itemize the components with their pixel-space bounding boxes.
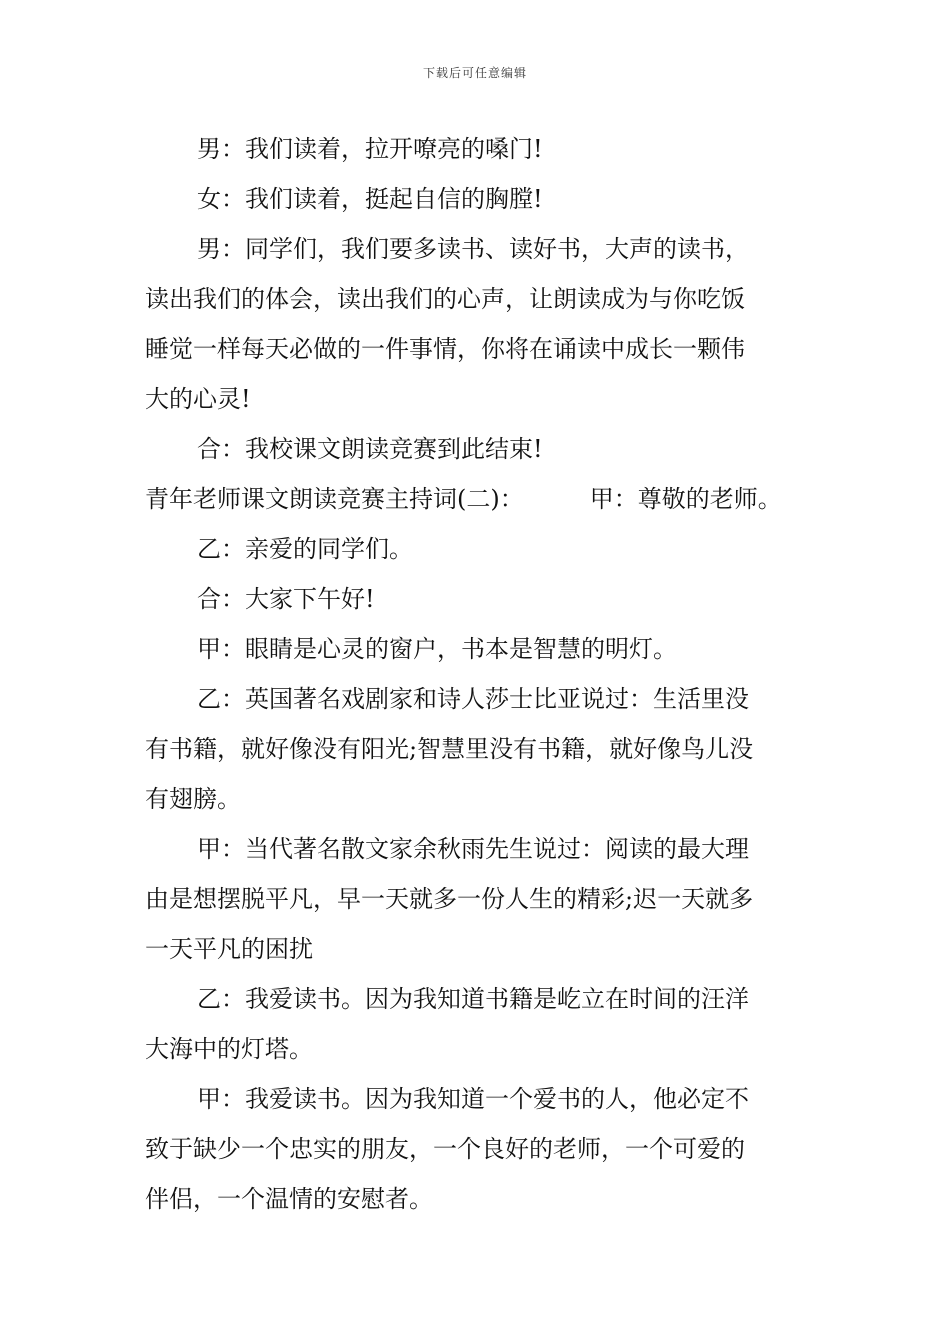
paragraph-line: 合：大家下午好! <box>197 585 375 613</box>
paragraph-line: 男：同学们，我们要多读书、读好书，大声的读书， <box>197 235 749 263</box>
paragraph-line: 合：我校课文朗读竞赛到此结束! <box>197 435 543 463</box>
page-header: 下载后可任意编辑 <box>422 66 527 80</box>
document-body <box>145 124 810 1224</box>
paragraph-line: 读出我们的体会，读出我们的心声，让朗读成为与你吃饭 <box>145 285 745 313</box>
paragraph-line: 伴侣，一个温情的安慰者。 <box>145 1185 433 1213</box>
paragraph-line: 甲：尊敬的老师。 <box>589 485 782 513</box>
paragraph-line: 乙：亲爱的同学们。 <box>197 535 413 563</box>
section-title-line <box>145 474 810 524</box>
paragraph-line: 致于缺少一个忠实的朋友，一个良好的老师，一个可爱的 <box>145 1135 745 1163</box>
paragraph-line: 男：我们读着，拉开嘹亮的嗓门! <box>197 135 543 163</box>
paragraph-line: 一天平凡的困扰 <box>145 935 313 963</box>
paragraph-line: 有翅膀。 <box>145 785 241 813</box>
paragraph-line: 甲：我爱读书。因为我知道一个爱书的人，他必定不 <box>197 1085 749 1113</box>
paragraph-line: 睡觉一样每天必做的一件事情，你将在诵读中成长一颗伟 <box>145 335 745 363</box>
paragraph-line: 大的心灵! <box>145 385 251 413</box>
paragraph-line: 大海中的灯塔。 <box>145 1035 313 1063</box>
paragraph-line: 由是想摆脱平凡，早一天就多一份人生的精彩;迟一天就多 <box>145 885 754 913</box>
paragraph-line: 有书籍，就好像没有阳光;智慧里没有书籍，就好像鸟儿没 <box>145 735 754 763</box>
paragraph-line: 甲：当代著名散文家余秋雨先生说过：阅读的最大理 <box>197 835 749 863</box>
section-title: 青年老师课文朗读竞赛主持词(二)： <box>145 485 524 513</box>
paragraph-line: 甲：眼睛是心灵的窗户，书本是智慧的明灯。 <box>197 635 677 663</box>
paragraph-line: 女：我们读着，挺起自信的胸膛! <box>197 185 543 213</box>
paragraph-line: 乙：英国著名戏剧家和诗人莎士比亚说过：生活里没 <box>197 685 749 713</box>
paragraph-line: 乙：我爱读书。因为我知道书籍是屹立在时间的汪洋 <box>197 985 749 1013</box>
